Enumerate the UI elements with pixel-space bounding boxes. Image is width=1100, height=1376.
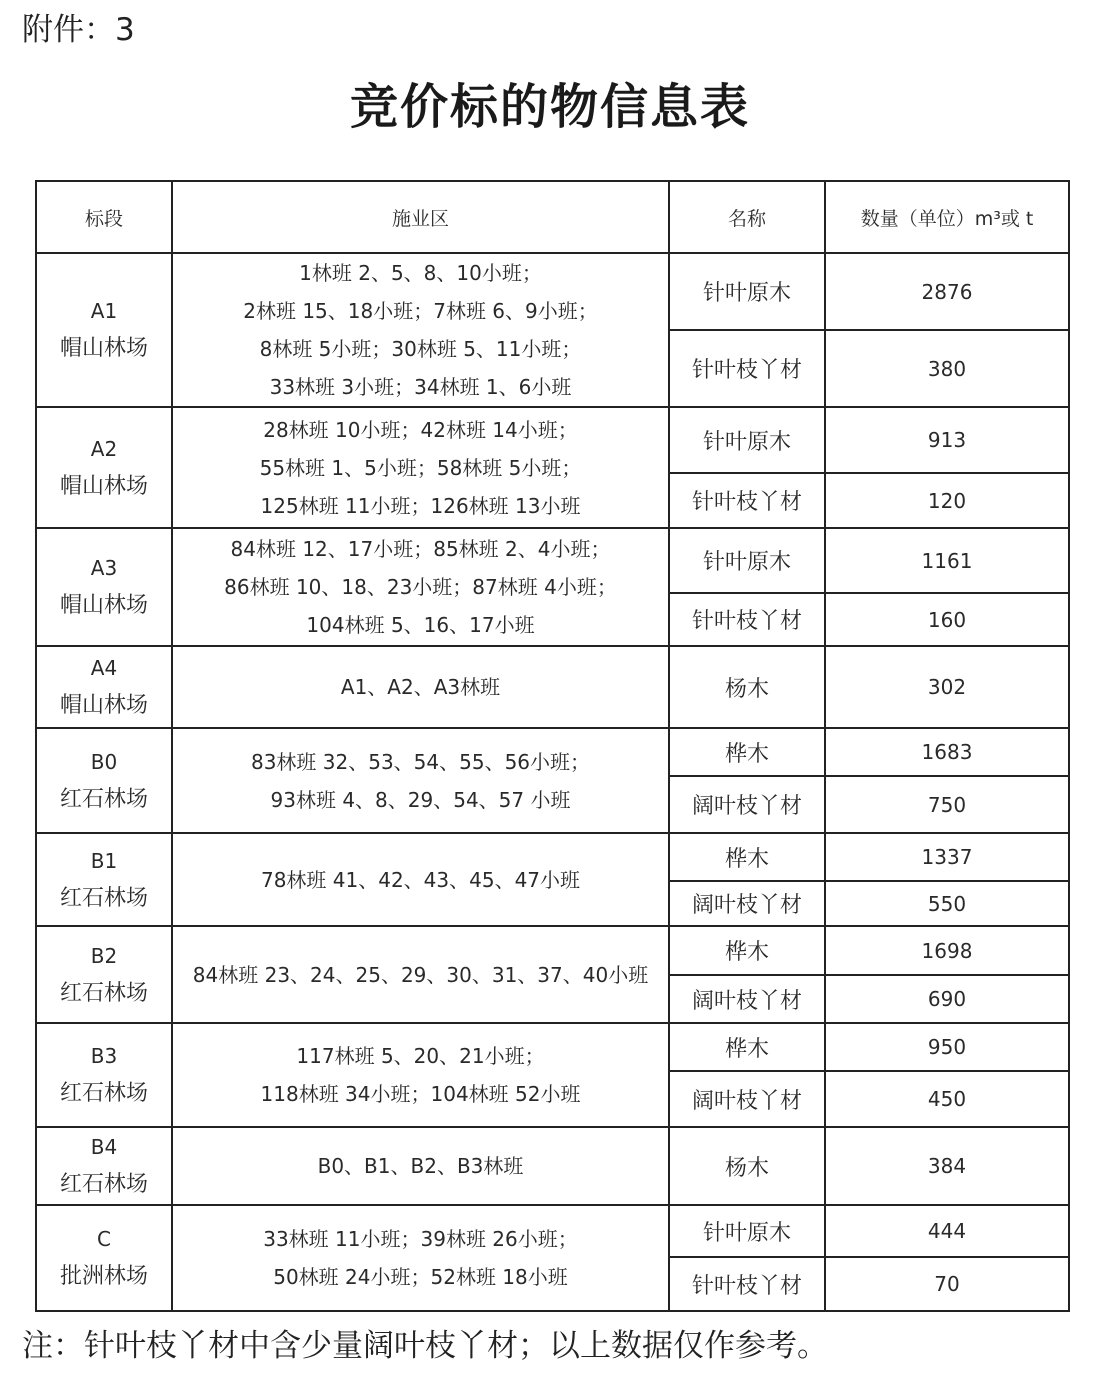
material-name-cell: 针叶枝丫材	[669, 593, 825, 646]
forest-farm-name: 帽山林场	[59, 593, 148, 618]
forest-farm-name: 红石林场	[59, 980, 148, 1006]
forest-farm-name: 帽山林场	[59, 336, 148, 361]
section-cell	[36, 1023, 172, 1127]
operation-area-cell	[172, 1205, 669, 1311]
area-line: 2林班 15、18小班；7林班 6、9小班；	[243, 299, 598, 323]
section-code: A2	[90, 436, 118, 461]
operation-area-cell	[172, 926, 669, 1023]
operation-area-cell	[172, 1127, 669, 1205]
section-code: B1	[90, 848, 118, 873]
page-title: 竞价标的物信息表	[349, 79, 750, 135]
section-cell	[36, 646, 172, 728]
section-code: C	[97, 1227, 111, 1251]
area-line: 78林班 41、42、43、45、47小班	[260, 867, 581, 892]
header-quantity: 数量（单位）m³或 t	[825, 181, 1069, 253]
section-code: B3	[90, 1044, 118, 1068]
section-code: B4	[90, 1135, 118, 1159]
operation-area-cell	[172, 833, 669, 926]
section-code: A4	[90, 656, 118, 680]
forest-farm-name: 红石林场	[59, 786, 148, 812]
quantity-cell: 160	[825, 593, 1069, 646]
section-code: A3	[90, 556, 118, 580]
section-cell	[36, 1205, 172, 1311]
quantity-cell: 913	[825, 407, 1069, 473]
operation-area-cell	[172, 253, 669, 407]
section-cell	[36, 407, 172, 528]
table-row	[36, 1205, 1069, 1257]
material-name-cell: 针叶枝丫材	[669, 1257, 825, 1311]
table-row	[36, 1023, 1069, 1071]
section-cell	[36, 833, 172, 926]
material-name-cell: 阔叶枝丫材	[669, 975, 825, 1023]
table-row	[36, 833, 1069, 881]
quantity-cell: 690	[825, 975, 1069, 1023]
forest-farm-name: 批洲林场	[59, 1264, 148, 1289]
material-name-cell: 针叶原木	[669, 407, 825, 473]
quantity-cell: 1337	[825, 833, 1069, 881]
forest-farm-name: 红石林场	[59, 1081, 148, 1106]
area-line: 84林班 23、24、25、29、30、31、37、40小班	[192, 962, 649, 987]
bid-info-table	[35, 180, 1070, 1312]
section-code: B0	[90, 749, 118, 774]
footnote: 注：针叶枝丫材中含少量阔叶枝丫材；以上数据仅作参考。	[22, 1328, 828, 1364]
forest-farm-name: 帽山林场	[59, 473, 148, 499]
operation-area-cell	[172, 1023, 669, 1127]
quantity-cell: 380	[825, 330, 1069, 407]
section-code: A1	[90, 299, 118, 323]
material-name-cell: 桦木	[669, 1023, 825, 1071]
section-cell	[36, 528, 172, 646]
forest-farm-name: 帽山林场	[59, 693, 148, 718]
section-cell	[36, 926, 172, 1023]
operation-area-cell	[172, 646, 669, 728]
table-body	[36, 253, 1069, 1311]
material-name-cell: 桦木	[669, 926, 825, 975]
table-row	[36, 728, 1069, 776]
area-line: 8林班 5小班；30林班 5、11小班；	[259, 337, 582, 361]
material-name-cell: 阔叶枝丫材	[669, 881, 825, 926]
table-row	[36, 407, 1069, 473]
material-name-cell: 阔叶枝丫材	[669, 1071, 825, 1127]
header-section: 标段	[36, 181, 172, 253]
section-cell	[36, 1127, 172, 1205]
attachment-label: 附件：3	[22, 12, 135, 48]
material-name-cell: 针叶枝丫材	[669, 473, 825, 528]
table-row	[36, 646, 1069, 728]
material-name-cell: 针叶原木	[669, 253, 825, 330]
header-area: 施业区	[172, 181, 669, 253]
quantity-cell: 1698	[825, 926, 1069, 975]
quantity-cell: 1683	[825, 728, 1069, 776]
quantity-cell: 70	[825, 1257, 1069, 1311]
table-row	[36, 1127, 1069, 1205]
material-name-cell: 阔叶枝丫材	[669, 776, 825, 833]
quantity-cell: 450	[825, 1071, 1069, 1127]
table-row	[36, 926, 1069, 975]
area-line: 33林班 11小班；39林班 26小班；	[263, 1227, 578, 1251]
operation-area-cell	[172, 528, 669, 646]
area-line: 84林班 12、17小班；85林班 2、4小班；	[230, 537, 611, 561]
quantity-cell: 2876	[825, 253, 1069, 330]
area-line: B0、B1、B2、B3林班	[317, 1154, 524, 1178]
material-name-cell: 针叶原木	[669, 1205, 825, 1257]
quantity-cell: 120	[825, 473, 1069, 528]
area-line: 93林班 4、8、29、54、57 小班	[270, 787, 571, 812]
material-name-cell: 桦木	[669, 728, 825, 776]
area-line: 33林班 3小班；34林班 1、6小班	[269, 375, 572, 399]
area-line: 83林班 32、53、54、55、56小班；	[250, 749, 591, 774]
area-line: 86林班 10、18、23小班；87林班 4小班；	[224, 575, 617, 599]
section-cell	[36, 728, 172, 833]
table-row	[36, 253, 1069, 330]
area-line: 117林班 5、20、21小班；	[296, 1044, 545, 1068]
material-name-cell: 针叶原木	[669, 528, 825, 593]
quantity-cell: 950	[825, 1023, 1069, 1071]
area-line: 1林班 2、5、8、10小班；	[299, 261, 542, 285]
quantity-cell: 384	[825, 1127, 1069, 1205]
quantity-cell: 302	[825, 646, 1069, 728]
area-line: 50林班 24小班；52林班 18小班	[273, 1265, 568, 1289]
area-line: 118林班 34小班；104林班 52小班	[260, 1082, 581, 1106]
forest-farm-name: 红石林场	[59, 1172, 148, 1197]
quantity-cell: 1161	[825, 528, 1069, 593]
area-line: 104林班 5、16、17小班	[306, 613, 535, 637]
quantity-cell: 550	[825, 881, 1069, 926]
area-line: 28林班 10小班；42林班 14小班；	[263, 417, 578, 442]
header-name: 名称	[669, 181, 825, 253]
area-line: 125林班 11小班；126林班 13小班	[260, 493, 581, 518]
quantity-cell: 444	[825, 1205, 1069, 1257]
material-name-cell: 针叶枝丫材	[669, 330, 825, 407]
table-row	[36, 528, 1069, 593]
material-name-cell: 桦木	[669, 833, 825, 881]
operation-area-cell	[172, 407, 669, 528]
area-line: 55林班 1、5小班；58林班 5小班；	[259, 455, 582, 480]
table-header-row	[36, 181, 1069, 253]
material-name-cell: 杨木	[669, 1127, 825, 1205]
quantity-cell: 750	[825, 776, 1069, 833]
forest-farm-name: 红石林场	[59, 885, 148, 911]
section-cell	[36, 253, 172, 407]
operation-area-cell	[172, 728, 669, 833]
material-name-cell: 杨木	[669, 646, 825, 728]
section-code: B2	[90, 943, 118, 968]
area-line: A1、A2、A3林班	[340, 675, 501, 699]
